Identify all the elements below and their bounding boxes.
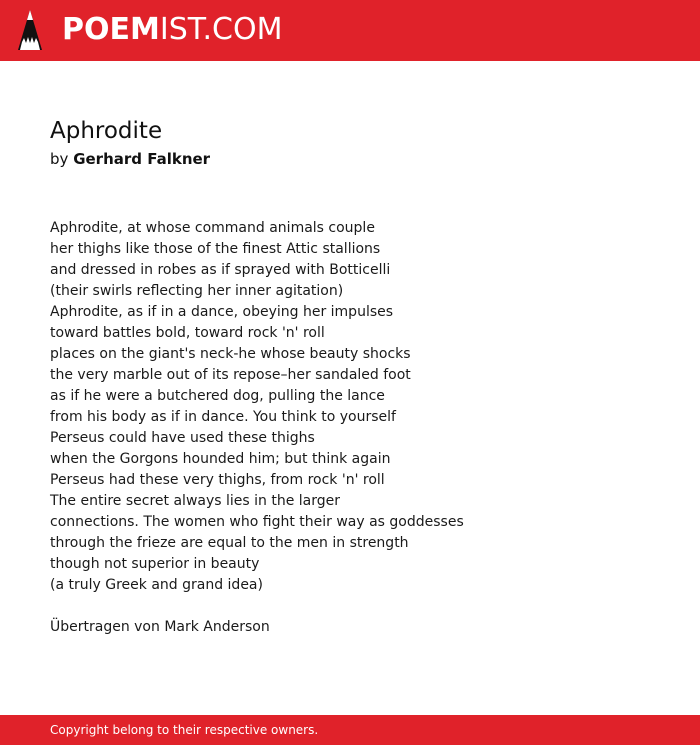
poem-line: toward battles bold, toward rock 'n' roll [50, 325, 325, 341]
translator-credit: Übertragen von Mark Anderson [50, 619, 270, 635]
site-header [0, 0, 700, 61]
site-footer [0, 715, 700, 745]
author-name: Gerhard Falkner [73, 150, 211, 168]
poem-line: through the frieze are equal to the men in strength [50, 535, 409, 551]
poem-content [50, 116, 670, 638]
poem-line: Aphrodite, as if in a dance, obeying her impulses [50, 304, 394, 320]
pencil-icon[interactable] [18, 10, 42, 50]
poem-line: (a truly Greek and grand idea) [50, 577, 263, 593]
poem-line: (their swirls reflecting her inner agitation) [50, 283, 344, 299]
poem-line: Perseus could have used these thighs [50, 430, 315, 446]
site-logo[interactable] [62, 12, 282, 48]
poem-line: as if he were a butchered dog, pulling the lance [50, 388, 385, 404]
poem-line: and dressed in robes as if sprayed with Botticelli [50, 262, 391, 278]
poem-line: Perseus had these very thighs, from rock 'n' roll [50, 472, 385, 488]
poem-line: Aphrodite, at whose command animals couple [50, 220, 375, 236]
poem-line: the very marble out of its repose–her sandaled foot [50, 367, 411, 383]
poem-line: places on the giant's neck-he whose beauty shocks [50, 346, 411, 362]
brand-light: IST.COM [159, 12, 283, 47]
poem-line: her thighs like those of the finest Attic stallions [50, 241, 381, 257]
poem-line: The entire secret always lies in the larger [50, 493, 341, 509]
poem-line: when the Gorgons hounded him; but think again [50, 451, 391, 467]
poem-line: from his body as if in dance. You think to yourself [50, 409, 396, 425]
copyright-text: Copyright belong to their respective owners. [50, 723, 319, 737]
poem-title: Aphrodite [50, 118, 163, 144]
poem-line: connections. The women who fight their way as goddesses [50, 514, 464, 530]
poem-body [50, 218, 670, 596]
by-label: by [50, 150, 69, 168]
brand-bold: POEM [62, 12, 160, 47]
byline [50, 148, 670, 170]
poem-line: though not superior in beauty [50, 556, 260, 572]
